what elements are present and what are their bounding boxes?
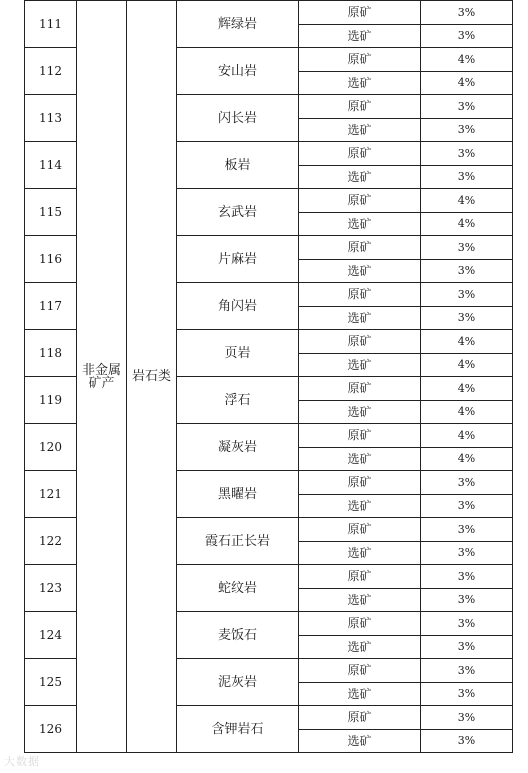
row-number: 113 <box>25 95 77 142</box>
tax-rate: 4% <box>421 400 513 424</box>
tax-rate-table <box>24 0 513 753</box>
ore-type: 原矿 <box>299 1 421 25</box>
mineral-name: 凝灰岩 <box>177 424 299 471</box>
ore-type: 选矿 <box>299 682 421 706</box>
table-row <box>25 1 513 25</box>
tax-rate: 3% <box>421 165 513 189</box>
tax-rate: 3% <box>421 118 513 142</box>
ore-type: 选矿 <box>299 541 421 565</box>
ore-type: 选矿 <box>299 353 421 377</box>
tax-rate: 3% <box>421 612 513 636</box>
mineral-name: 麦饭石 <box>177 612 299 659</box>
ore-type: 原矿 <box>299 471 421 495</box>
row-number: 117 <box>25 283 77 330</box>
ore-type: 原矿 <box>299 518 421 542</box>
ore-type: 原矿 <box>299 612 421 636</box>
mineral-name: 黑曜岩 <box>177 471 299 518</box>
ore-type: 原矿 <box>299 424 421 448</box>
tax-rate: 3% <box>421 24 513 48</box>
ore-type: 选矿 <box>299 71 421 95</box>
tax-rate: 3% <box>421 1 513 25</box>
tax-rate: 4% <box>421 48 513 72</box>
ore-type: 选矿 <box>299 259 421 283</box>
tax-rate: 3% <box>421 283 513 307</box>
ore-type: 原矿 <box>299 283 421 307</box>
ore-type: 原矿 <box>299 189 421 213</box>
ore-type: 选矿 <box>299 400 421 424</box>
mineral-name: 安山岩 <box>177 48 299 95</box>
ore-type: 选矿 <box>299 729 421 753</box>
tax-rate: 4% <box>421 330 513 354</box>
ore-type: 选矿 <box>299 212 421 236</box>
row-number: 114 <box>25 142 77 189</box>
mineral-name: 页岩 <box>177 330 299 377</box>
ore-type: 原矿 <box>299 48 421 72</box>
row-number: 112 <box>25 48 77 95</box>
mineral-name: 玄武岩 <box>177 189 299 236</box>
tax-rate: 3% <box>421 659 513 683</box>
category-cell <box>77 1 127 753</box>
tax-rate: 3% <box>421 259 513 283</box>
row-number: 125 <box>25 659 77 706</box>
ore-type: 原矿 <box>299 706 421 730</box>
row-number: 121 <box>25 471 77 518</box>
row-number: 120 <box>25 424 77 471</box>
ore-type: 选矿 <box>299 118 421 142</box>
tax-rate: 4% <box>421 212 513 236</box>
category-label: 非金属 <box>81 362 121 378</box>
tax-rate: 3% <box>421 588 513 612</box>
tax-rate: 4% <box>421 377 513 401</box>
ore-type: 选矿 <box>299 494 421 518</box>
tax-rate: 3% <box>421 635 513 659</box>
ore-type: 原矿 <box>299 659 421 683</box>
ore-type: 选矿 <box>299 306 421 330</box>
ore-type: 原矿 <box>299 565 421 589</box>
tax-rate: 3% <box>421 518 513 542</box>
row-number: 116 <box>25 236 77 283</box>
tax-rate: 3% <box>421 494 513 518</box>
tax-rate: 3% <box>421 541 513 565</box>
ore-type: 选矿 <box>299 165 421 189</box>
ore-type: 原矿 <box>299 142 421 166</box>
tax-rate: 3% <box>421 682 513 706</box>
ore-type: 原矿 <box>299 330 421 354</box>
ore-type: 原矿 <box>299 95 421 119</box>
subcategory-cell: 岩石类 <box>127 1 177 753</box>
tax-rate: 4% <box>421 71 513 95</box>
row-number: 122 <box>25 518 77 565</box>
ore-type: 选矿 <box>299 447 421 471</box>
row-number: 118 <box>25 330 77 377</box>
tax-rate: 3% <box>421 471 513 495</box>
tax-rate: 3% <box>421 706 513 730</box>
category-label: 矿产 <box>88 375 115 391</box>
mineral-name: 辉绿岩 <box>177 1 299 48</box>
mineral-name: 霞石正长岩 <box>177 518 299 565</box>
row-number: 111 <box>25 1 77 48</box>
watermark: 大数据 <box>4 755 40 768</box>
tax-rate: 3% <box>421 306 513 330</box>
mineral-name: 板岩 <box>177 142 299 189</box>
tax-rate: 4% <box>421 424 513 448</box>
row-number: 124 <box>25 612 77 659</box>
row-number: 126 <box>25 706 77 753</box>
tax-rate: 3% <box>421 236 513 260</box>
mineral-name: 蛇纹岩 <box>177 565 299 612</box>
mineral-name: 片麻岩 <box>177 236 299 283</box>
ore-type: 选矿 <box>299 635 421 659</box>
ore-type: 原矿 <box>299 236 421 260</box>
row-number: 119 <box>25 377 77 424</box>
mineral-name: 含钾岩石 <box>177 706 299 753</box>
ore-type: 原矿 <box>299 377 421 401</box>
tax-rate: 4% <box>421 447 513 471</box>
tax-rate: 3% <box>421 95 513 119</box>
tax-rate: 4% <box>421 353 513 377</box>
ore-type: 选矿 <box>299 24 421 48</box>
row-number: 123 <box>25 565 77 612</box>
mineral-name: 泥灰岩 <box>177 659 299 706</box>
mineral-name: 浮石 <box>177 377 299 424</box>
tax-rate: 3% <box>421 729 513 753</box>
row-number: 115 <box>25 189 77 236</box>
mineral-name: 角闪岩 <box>177 283 299 330</box>
tax-rate: 3% <box>421 142 513 166</box>
tax-rate: 3% <box>421 565 513 589</box>
mineral-name: 闪长岩 <box>177 95 299 142</box>
ore-type: 选矿 <box>299 588 421 612</box>
tax-rate: 4% <box>421 189 513 213</box>
